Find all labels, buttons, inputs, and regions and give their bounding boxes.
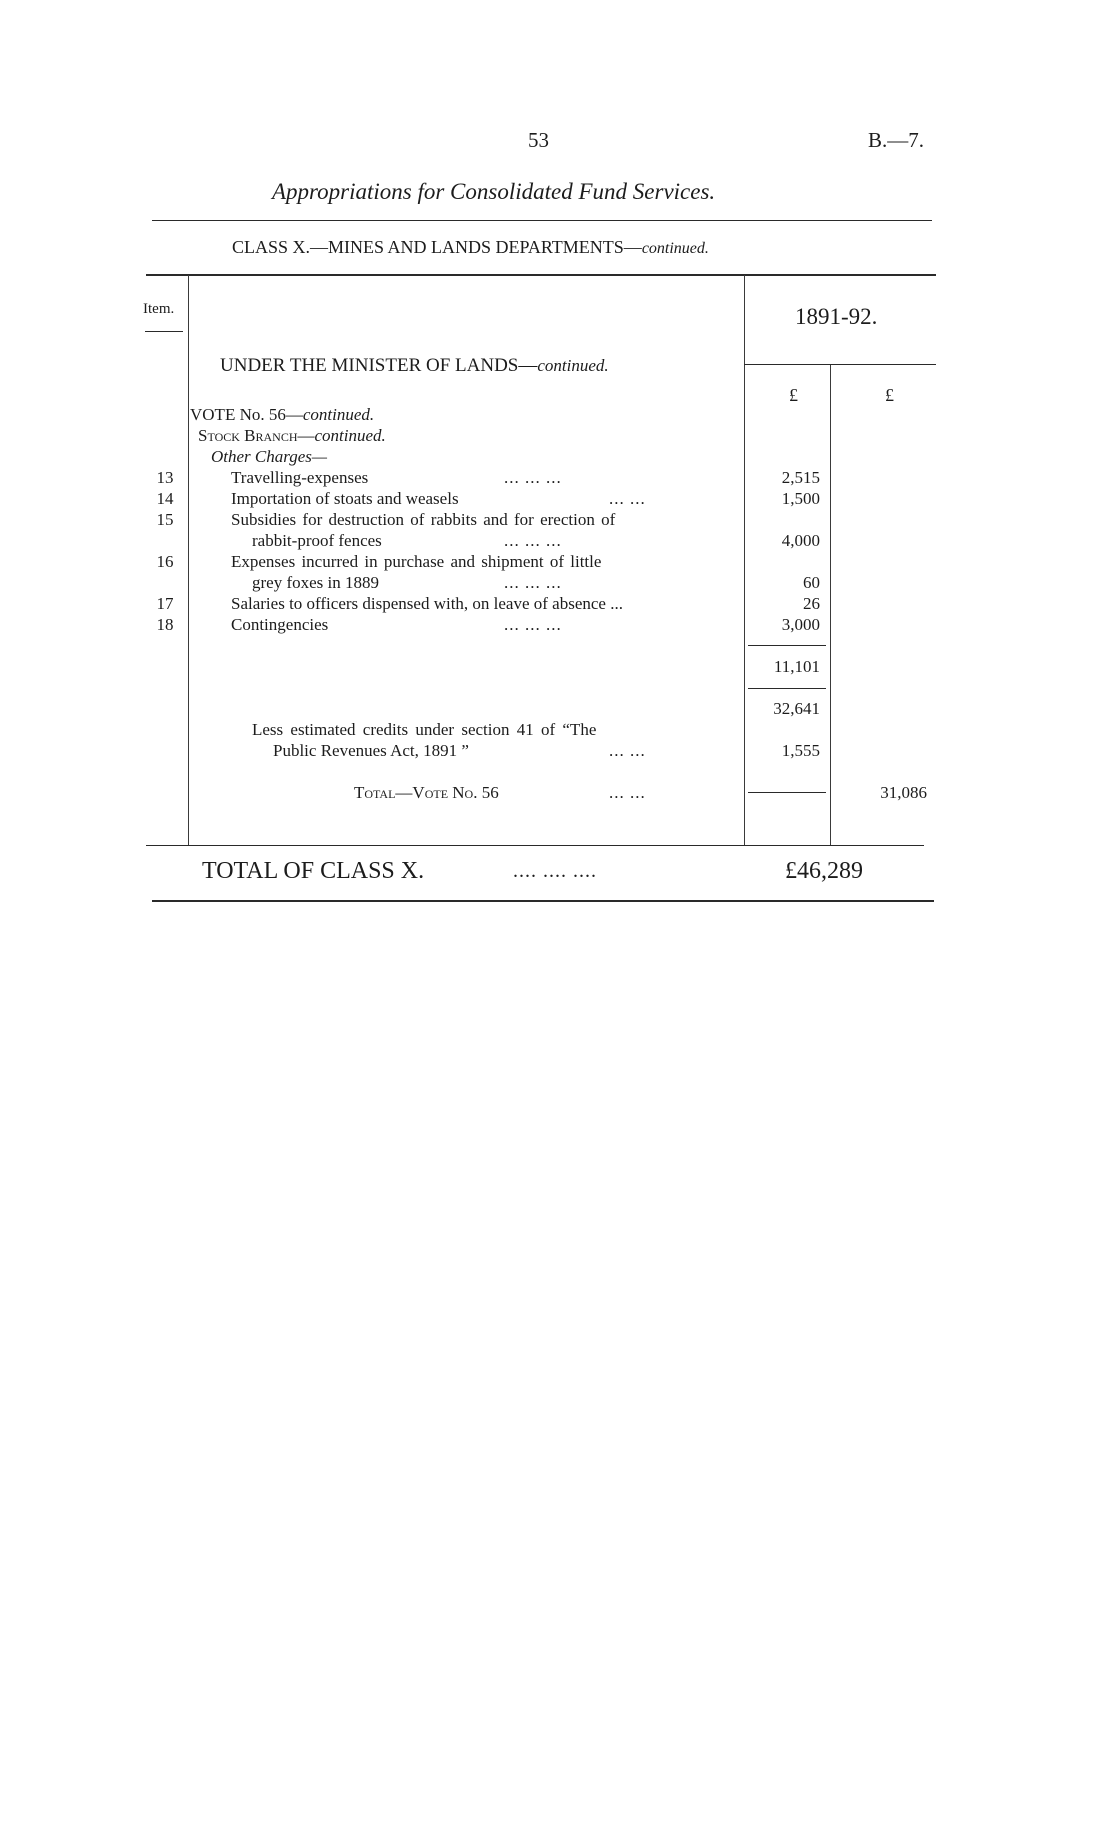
- row-amount: 3,000: [781, 615, 820, 634]
- row-leader: ... ... ...: [504, 531, 562, 550]
- total-vote-amount: 31,086: [880, 783, 927, 802]
- title-rule: [152, 220, 932, 221]
- vote-heading: [190, 405, 374, 425]
- item-number: 14: [156, 489, 174, 508]
- item-number: 18: [156, 615, 174, 634]
- class-total-leader: .... .... ....: [513, 860, 597, 882]
- vote-heading-main: VOTE No. 56—: [190, 405, 303, 424]
- row-description-continued: rabbit-proof fences: [252, 531, 382, 550]
- section-heading-main: UNDER THE MINISTER OF LANDS—: [220, 355, 538, 376]
- class-heading-main: CLASS X.—MINES AND LANDS DEPARTMENTS—: [232, 237, 642, 257]
- total-vote-label: Total—Vote No. 56: [354, 783, 499, 802]
- section-heading-continued: continued.: [537, 356, 609, 375]
- less-credits-leader: ... ...: [609, 741, 646, 760]
- total-vote-rule: [748, 792, 826, 793]
- item-number: 15: [156, 510, 174, 529]
- row-description: Contingencies: [231, 615, 329, 634]
- vote-heading-continued: continued.: [302, 405, 375, 424]
- table-bottom-rule: [146, 845, 924, 846]
- less-credits-amount: 1,555: [781, 741, 820, 760]
- branch-heading-main: Stock Branch—: [198, 426, 315, 445]
- row-amount: 1,500: [781, 489, 820, 508]
- item-number: 17: [156, 594, 174, 613]
- row-description: Importation of stoats and weasels: [231, 489, 459, 508]
- pound-symbol-col2: £: [885, 385, 894, 405]
- subtotal-rule: [748, 645, 826, 646]
- row-amount: 26: [803, 594, 820, 613]
- row-amount: 60: [803, 573, 820, 592]
- class-heading: [232, 237, 709, 258]
- class-total-amount: £46,289: [785, 858, 863, 884]
- row-leader: ... ... ...: [504, 468, 562, 487]
- branch-heading-continued: continued.: [314, 426, 386, 445]
- item-number: 16: [156, 552, 174, 571]
- year-header: 1891-92.: [795, 304, 878, 329]
- class-heading-continued: continued.: [641, 240, 709, 257]
- row-leader: ... ...: [609, 489, 646, 508]
- less-credits-line2: Public Revenues Act, 1891 ”: [273, 741, 469, 760]
- pound-symbol-col1: £: [789, 385, 798, 405]
- table-top-rule: [146, 274, 936, 276]
- item-header-underline: [145, 331, 183, 332]
- row-description: Expenses incurred in purchase and shipment of little: [231, 552, 602, 571]
- row-description-continued: grey foxes in 1889: [252, 573, 380, 592]
- section-heading: [220, 355, 609, 377]
- class-total-rule: [152, 900, 934, 902]
- page-number: 53: [528, 128, 549, 152]
- item-column-divider: [188, 275, 189, 845]
- row-description: Travelling-expenses: [231, 468, 369, 487]
- year-underline: [744, 364, 936, 365]
- row-amount: 4,000: [781, 531, 820, 550]
- doc-reference: B.—7.: [868, 128, 925, 152]
- row-description: Subsidies for destruction of rabbits and for erection of: [231, 510, 616, 529]
- subtotal-rule: [748, 688, 826, 689]
- branch-subtotal: 11,101: [773, 657, 820, 676]
- row-amount: 2,515: [781, 468, 820, 487]
- vote-subtotal: 32,641: [773, 699, 820, 718]
- other-charges-heading: Other Charges—: [211, 447, 328, 466]
- class-total-label: TOTAL OF CLASS X.: [202, 858, 425, 884]
- total-vote-leader: ... ...: [609, 783, 646, 802]
- item-column-header: Item.: [143, 301, 175, 317]
- sub-amount-column-divider: [830, 365, 831, 845]
- amount-column-divider: [744, 275, 745, 845]
- branch-heading: [198, 426, 386, 446]
- less-credits-line1: Less estimated credits under section 41 of “The: [252, 720, 597, 739]
- row-leader: ... ... ...: [504, 615, 562, 634]
- item-number: 13: [156, 468, 174, 487]
- row-description: Salaries to officers dispensed with, on leave of absence ...: [231, 594, 623, 613]
- page-title: Appropriations for Consolidated Fund Services.: [272, 179, 716, 204]
- row-leader: ... ... ...: [504, 573, 562, 592]
